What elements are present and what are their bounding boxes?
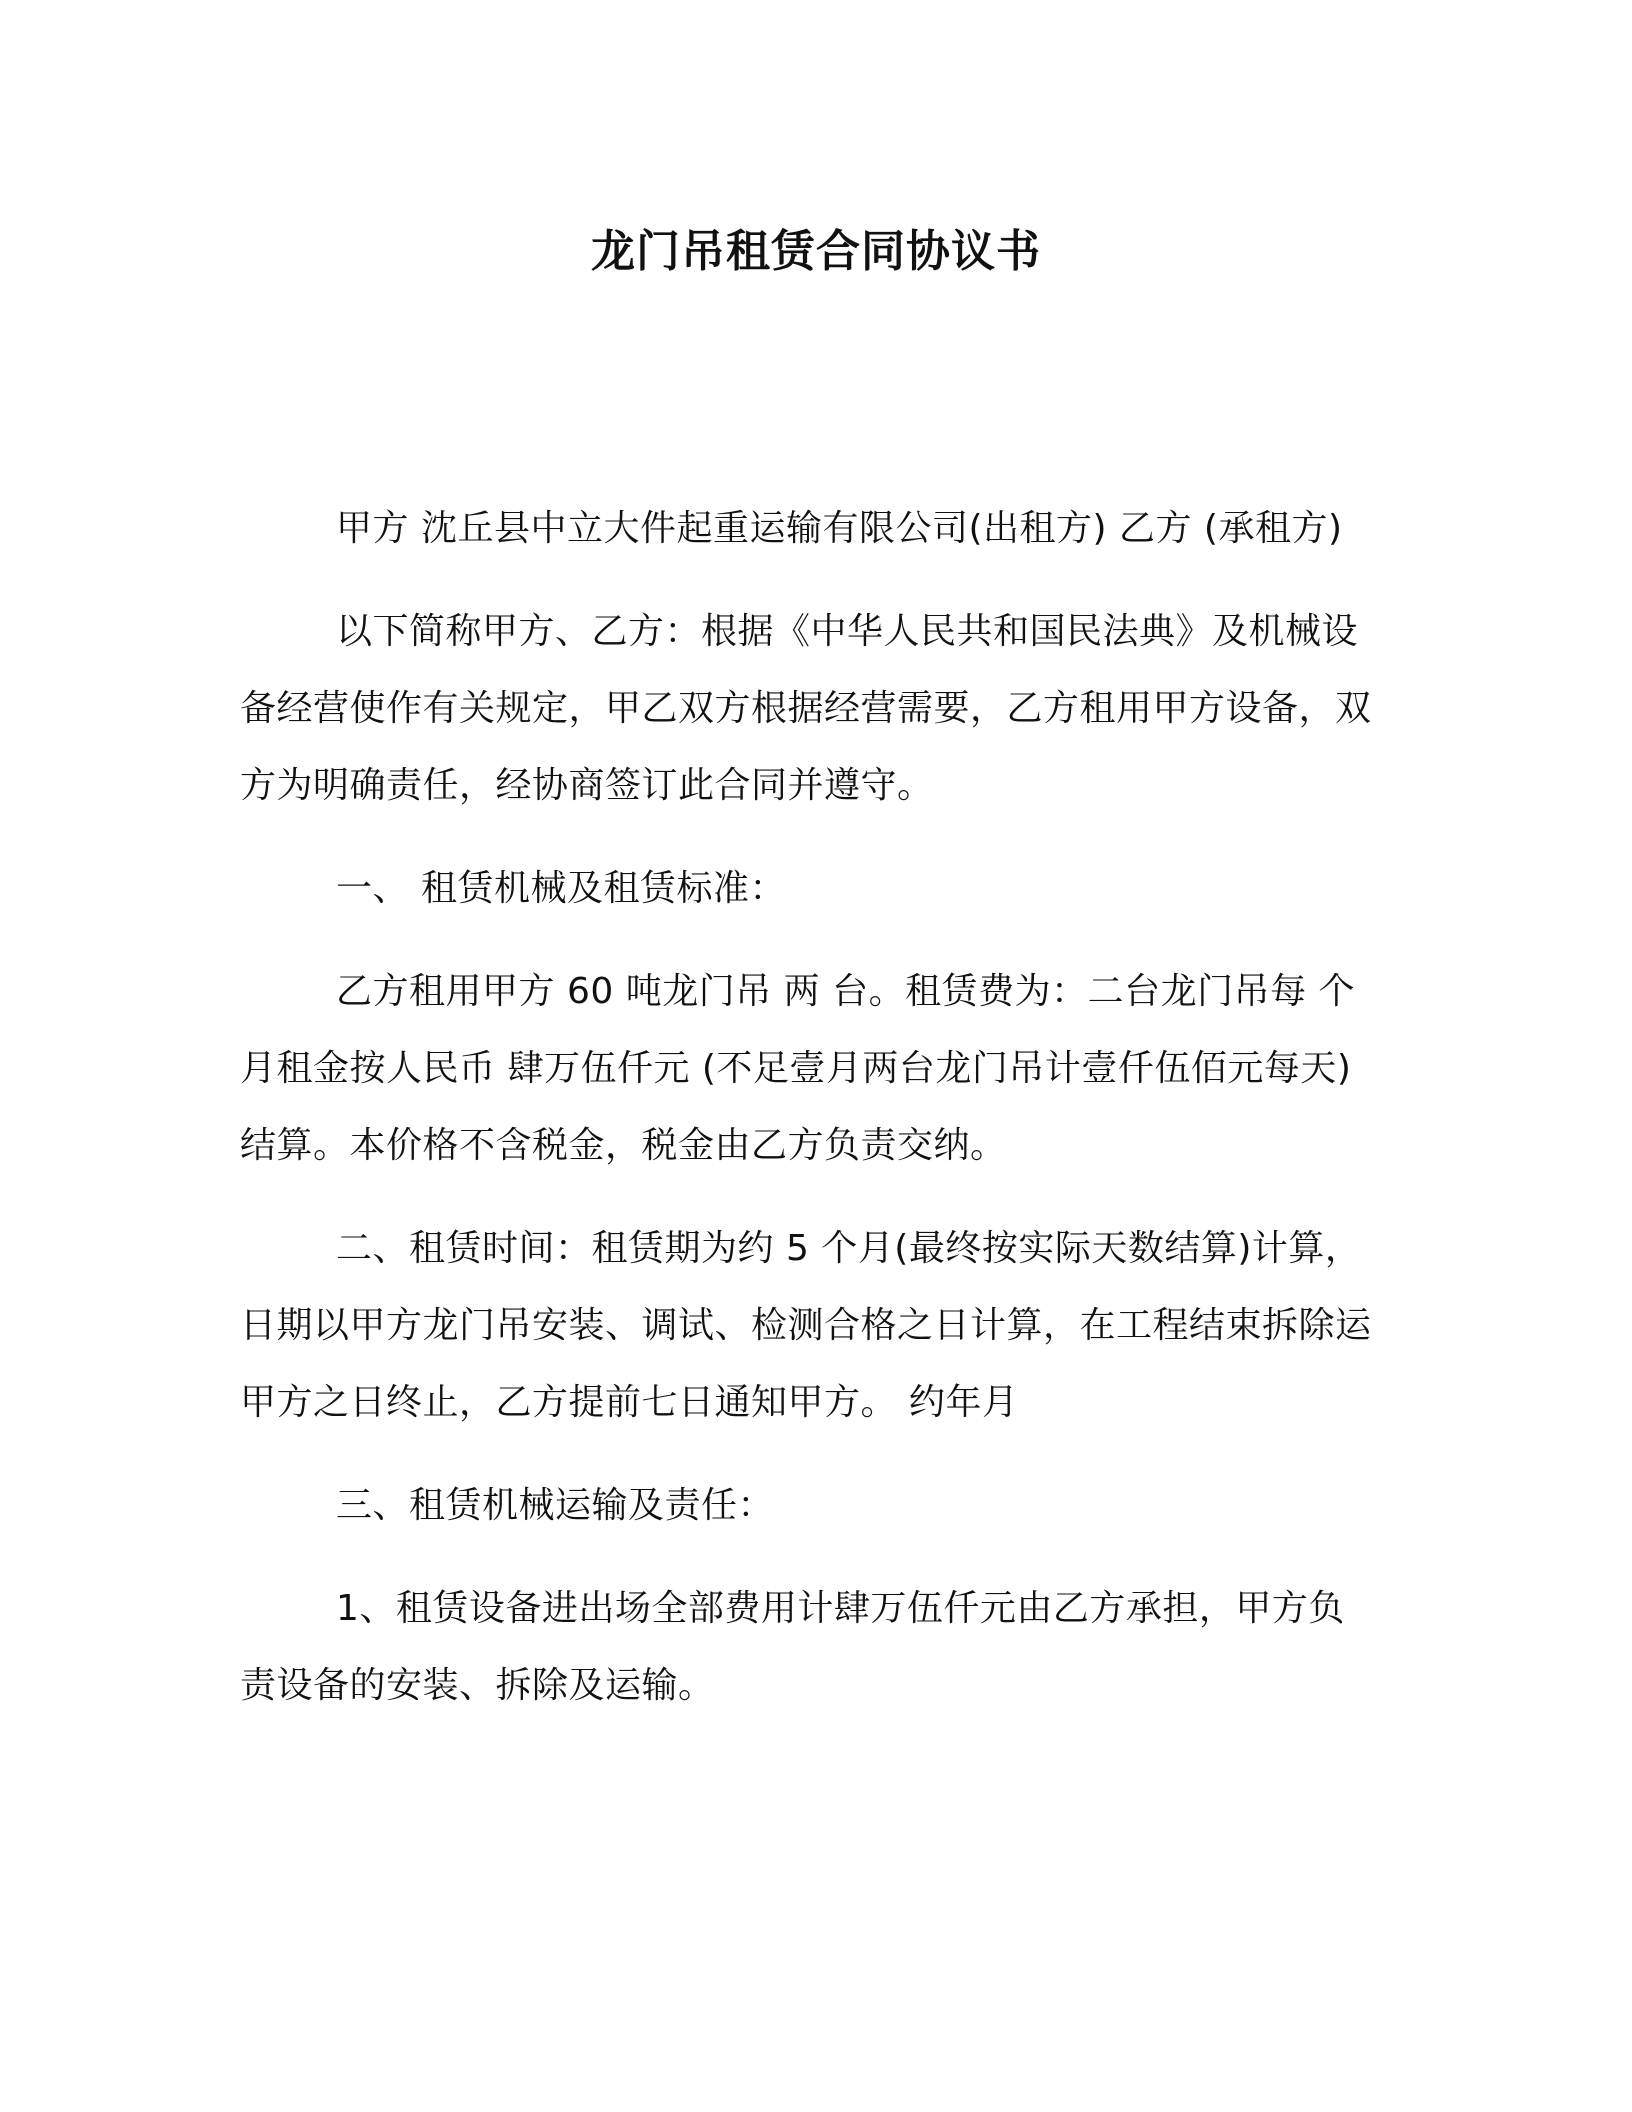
paragraph-gap: [240, 1544, 1380, 1570]
paragraph-gap: [240, 927, 1380, 953]
document-title: 龙门吊租赁合同协议书: [591, 226, 1041, 277]
preamble-paragraph: 以下简称甲方、乙方：根据《中华人民共和国民法典》及机械设备经营使作有关规定，甲乙双方根据经营需要，乙方租用甲方设备，双方为明确责任，经协商签订此合同并遵守。: [240, 611, 1372, 806]
section-3-heading: 三、租赁机械运输及责任：: [336, 1485, 775, 1526]
section-3-item-1: 1、租赁设备进出场全部费用计肆万伍仟元由乙方承担，甲方负责设备的安装、拆除及运输。: [240, 1588, 1345, 1706]
document-body: [240, 490, 1380, 1724]
paragraph-gap: [240, 824, 1380, 850]
paragraph-gap: [240, 1441, 1380, 1467]
section-1-heading: 一、 租赁机械及租赁标准：: [336, 868, 786, 909]
section-1-body: 乙方租用甲方 60 吨龙门吊 两 台。租赁费为：二台龙门吊每 个月租金按人民币 肆万伍仟元 (不足壹月两台龙门吊计壹仟伍佰元每天)结算。本价格不含税金，税金由乙方负责交纳。: [240, 971, 1356, 1166]
parties-paragraph: 甲方 沈丘县中立大件起重运输有限公司(出租方) 乙方 (承租方): [336, 508, 1343, 549]
paragraph-gap: [240, 567, 1380, 593]
section-2-paragraph: 二、租赁时间：租赁期为约 5 个月(最终按实际天数结算)计算，日期以甲方龙门吊安装、调试、检测合格之日计算，在工程结束拆除运甲方之日终止，乙方提前七日通知甲方。 约年月: [240, 1228, 1372, 1423]
paragraph-gap: [240, 1184, 1380, 1210]
